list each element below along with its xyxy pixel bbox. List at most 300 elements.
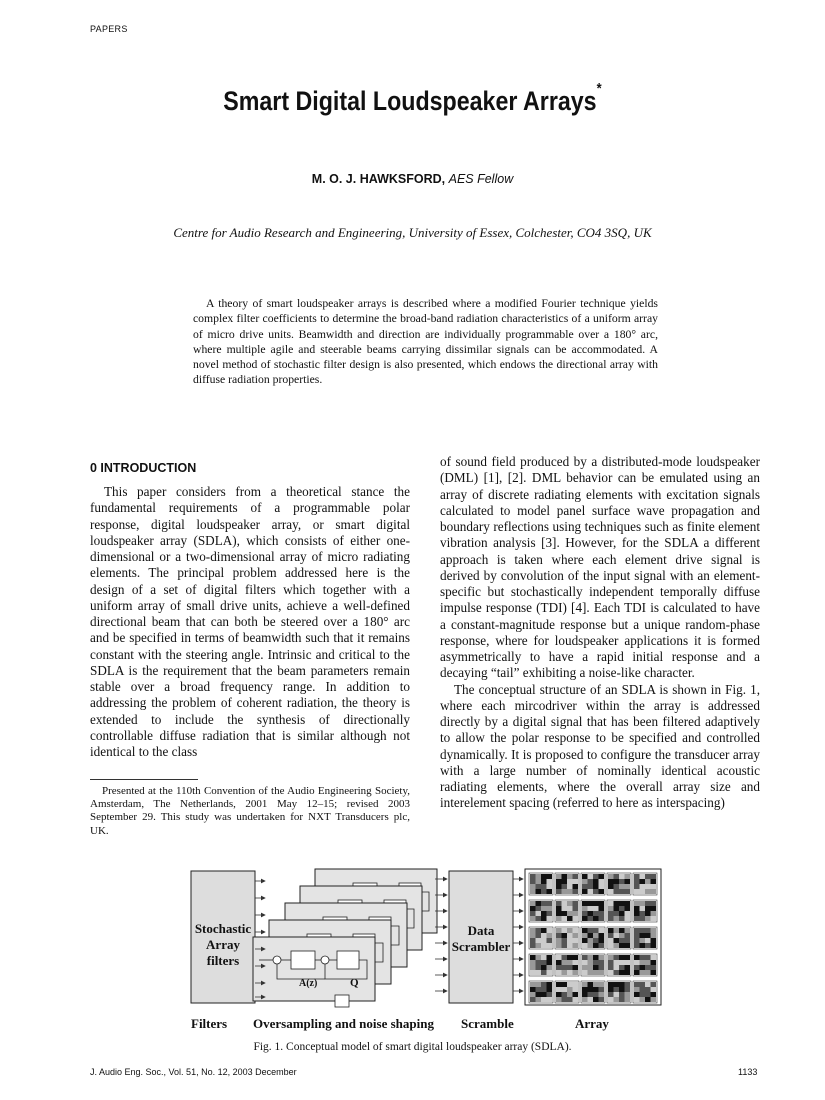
array-pixel	[651, 889, 657, 894]
array-pixel	[536, 884, 542, 889]
array-pixel	[567, 933, 573, 938]
array-pixel	[645, 901, 651, 906]
array-pixel	[541, 987, 547, 992]
array-pixel	[634, 943, 640, 948]
array-pixel	[640, 879, 646, 884]
footnote-rule	[90, 779, 198, 780]
array-pixel	[619, 943, 625, 948]
array-pixel	[573, 992, 579, 997]
array-pixel	[582, 911, 588, 916]
array-pixel	[547, 938, 553, 943]
label-oversampling: Oversampling and noise shaping	[253, 1016, 434, 1031]
array-pixel	[608, 916, 614, 921]
array-pixel	[640, 943, 646, 948]
array-pixel	[530, 889, 536, 894]
array-pixel	[547, 992, 553, 997]
array-pixel	[619, 982, 625, 987]
scrambler-line: Data	[467, 923, 495, 938]
array-pixel	[625, 884, 631, 889]
array-pixel	[573, 901, 579, 906]
array-pixel	[634, 997, 640, 1002]
delay-block	[335, 995, 349, 1007]
array-pixel	[640, 997, 646, 1002]
array-pixel	[567, 884, 573, 889]
array-pixel	[634, 960, 640, 965]
array-pixel	[599, 933, 605, 938]
array-pixel	[640, 960, 646, 965]
title-text: Smart Digital Loudspeaker Arrays	[223, 86, 597, 116]
array-pixel	[556, 938, 562, 943]
array-pixel	[547, 970, 553, 975]
array-pixel	[593, 874, 599, 879]
array-pixel	[536, 965, 542, 970]
scrambler-line: Scrambler	[451, 939, 511, 954]
array-pixel	[645, 933, 651, 938]
array-pixel	[573, 982, 579, 987]
array-pixel	[530, 928, 536, 933]
right-column	[440, 454, 760, 812]
array-pixel	[582, 982, 588, 987]
array-pixel	[562, 982, 568, 987]
array-pixel	[634, 955, 640, 960]
array-pixel	[625, 916, 631, 921]
array-pixel	[608, 879, 614, 884]
array-pixel	[541, 889, 547, 894]
array-pixel	[530, 997, 536, 1002]
array-pixel	[573, 987, 579, 992]
array-pixel	[614, 960, 620, 965]
array-pixel	[567, 943, 573, 948]
array-pixel	[619, 884, 625, 889]
array-pixel	[593, 916, 599, 921]
array-pixel	[536, 970, 542, 975]
array-pixel	[562, 965, 568, 970]
array-pixel	[541, 938, 547, 943]
array-pixel	[547, 928, 553, 933]
array-pixel	[556, 874, 562, 879]
array-pixel	[567, 879, 573, 884]
array-pixel	[541, 916, 547, 921]
array-pixel	[599, 938, 605, 943]
array-pixel	[582, 874, 588, 879]
array-pixel	[541, 933, 547, 938]
q-block-label: Q	[350, 977, 359, 989]
array-pixel	[625, 906, 631, 911]
array-pixel	[530, 992, 536, 997]
array-pixel	[530, 933, 536, 938]
array-pixel	[588, 992, 594, 997]
array-pixel	[582, 992, 588, 997]
array-pixel	[634, 933, 640, 938]
array-pixel	[645, 955, 651, 960]
array-pixel	[541, 982, 547, 987]
figure-caption: Fig. 1. Conceptual model of smart digital loudspeaker array (SDLA).	[253, 1041, 572, 1053]
array-pixel	[614, 987, 620, 992]
array-pixel	[593, 943, 599, 948]
array-pixel	[640, 970, 646, 975]
array-pixel	[582, 970, 588, 975]
array-pixel	[556, 960, 562, 965]
array-pixel	[619, 965, 625, 970]
array-pixel	[625, 938, 631, 943]
array-pixel	[573, 970, 579, 975]
author-line	[0, 172, 825, 186]
array-pixel	[619, 992, 625, 997]
array-pixel	[547, 987, 553, 992]
array-pixel	[593, 889, 599, 894]
array-pixel	[588, 889, 594, 894]
array-pixel	[562, 933, 568, 938]
array-pixel	[562, 916, 568, 921]
array-pixel	[651, 982, 657, 987]
array-pixel	[562, 970, 568, 975]
array-pixel	[536, 879, 542, 884]
array-pixel	[573, 906, 579, 911]
array-pixel	[562, 901, 568, 906]
array-pixel	[567, 901, 573, 906]
array-pixel	[619, 928, 625, 933]
array-pixel	[625, 928, 631, 933]
running-head: PAPERS	[90, 24, 128, 34]
array-pixel	[562, 960, 568, 965]
array-pixel	[541, 879, 547, 884]
footnote: Presented at the 110th Convention of the Audio Engineering Society, Amsterdam, The Netherlands, 2001 May 12–15; revised 2003 September 29. This study was undertaken for NXT Transducers plc, UK.	[90, 785, 410, 837]
array-pixel	[593, 933, 599, 938]
array-pixel	[536, 901, 542, 906]
array-pixel	[599, 874, 605, 879]
array-pixel	[625, 943, 631, 948]
array-pixel	[593, 987, 599, 992]
array-pixel	[556, 955, 562, 960]
array-pixel	[547, 916, 553, 921]
array-pixel	[651, 955, 657, 960]
array-pixel	[588, 943, 594, 948]
array-pixel	[619, 960, 625, 965]
array-pixel	[640, 884, 646, 889]
array-pixel	[599, 879, 605, 884]
array-pixel	[645, 889, 651, 894]
array-pixel	[634, 906, 640, 911]
array-pixel	[582, 955, 588, 960]
left-column	[90, 484, 410, 760]
array-pixel	[645, 874, 651, 879]
array-pixel	[530, 938, 536, 943]
array-pixel	[536, 889, 542, 894]
array-pixel	[536, 906, 542, 911]
array-pixel	[582, 916, 588, 921]
array-pixel	[562, 992, 568, 997]
array-pixel	[582, 906, 588, 911]
array-pixel	[640, 992, 646, 997]
array-pixel	[625, 911, 631, 916]
panel-summer	[273, 956, 281, 964]
array-pixel	[562, 889, 568, 894]
array-pixel	[588, 965, 594, 970]
array-pixel	[573, 884, 579, 889]
array-pixel	[582, 943, 588, 948]
body-paragraph: The conceptual structure of an SDLA is shown in Fig. 1, where each mircodriver within the array is addressed directly by a digital signal that has been filtered adaptively to allow the polar response to be specified and controlled dynamically. It is proposed to configure the transducer array with a large number of nominally identical acoustic radiating elements, where the overall array size and interelement spacing (referred to here as interspacing)	[440, 681, 760, 811]
label-scramble: Scramble	[461, 1016, 514, 1031]
array-pixel	[608, 955, 614, 960]
array-pixel	[645, 965, 651, 970]
array-pixel	[625, 955, 631, 960]
array-pixel	[614, 965, 620, 970]
array-pixel	[608, 982, 614, 987]
array-pixel	[608, 960, 614, 965]
body-paragraph: of sound field produced by a distributed-mode loudspeaker (DML) [1], [2]. DML behavior can be emulated using an array of discrete radiating elements with excitation signals calculated to model panel surface wave propagation and boundary reflections using techniques such as finite element vibration analysis [3]. However, for the SDLA a different approach is taken where each element drive signal is derived by convolution of the input signal with an element-specific but stochastically independent temporally diffuse impulse response (TDI) [4]. Each TDI is calculated to have a constant-magnitude response but a unique random-phase response, where for loudspeaker applications it is formed asymmetrically to have a rapid initial response and a decaying “tail” exhibiting a noise-like character.	[440, 454, 760, 681]
array-pixel	[582, 879, 588, 884]
array-pixel	[625, 987, 631, 992]
array-pixel	[645, 987, 651, 992]
array-pixel	[608, 938, 614, 943]
array-pixel	[634, 965, 640, 970]
array-pixel	[556, 992, 562, 997]
array-pixel	[634, 970, 640, 975]
array-pixel	[567, 987, 573, 992]
array-pixel	[562, 943, 568, 948]
array-pixel	[547, 965, 553, 970]
array-pixel	[556, 933, 562, 938]
array-pixel	[536, 960, 542, 965]
array-pixel	[625, 982, 631, 987]
array-pixel	[588, 879, 594, 884]
array-pixel	[573, 943, 579, 948]
array-pixel	[588, 987, 594, 992]
array-pixel	[556, 965, 562, 970]
array-pixel	[614, 938, 620, 943]
array-pixel	[536, 982, 542, 987]
array-pixel	[582, 960, 588, 965]
array-pixel	[573, 933, 579, 938]
array-pixel	[608, 987, 614, 992]
array-pixel	[640, 906, 646, 911]
array-pixel	[573, 955, 579, 960]
paper-title	[58, 80, 768, 117]
array-pixel	[530, 901, 536, 906]
array-pixel	[536, 928, 542, 933]
array-pixel	[588, 938, 594, 943]
array-pixel	[530, 982, 536, 987]
array-pixel	[562, 955, 568, 960]
array-pixel	[640, 933, 646, 938]
array-pixel	[645, 997, 651, 1002]
array-pixel	[634, 874, 640, 879]
array-pixel	[614, 879, 620, 884]
array-pixel	[556, 943, 562, 948]
array-pixel	[651, 901, 657, 906]
array-pixel	[645, 992, 651, 997]
array-pixel	[640, 987, 646, 992]
array-pixel	[599, 960, 605, 965]
array-pixel	[593, 997, 599, 1002]
array-pixel	[556, 889, 562, 894]
array-pixel	[556, 987, 562, 992]
array-pixel	[582, 884, 588, 889]
array-pixel	[651, 916, 657, 921]
array-pixel	[593, 906, 599, 911]
array-pixel	[556, 879, 562, 884]
array-pixel	[547, 879, 553, 884]
author-name: M. O. J. HAWKSFORD,	[311, 172, 446, 186]
array-pixel	[567, 938, 573, 943]
array-pixel	[634, 884, 640, 889]
array-pixel	[634, 928, 640, 933]
body-paragraph: This paper considers from a theoretical stance the fundamental requirements of a programmable polar response, digital loudspeaker array, or smart digital loudspeaker array (SDLA), which consists of either one-dimensional or a two-dimensional array of micro radiating elements. The principal problem addressed here is the design of a set of digital filters which together with a uniform array of small drive units, achieve a well-defined directional beam that can both be steered over a 180° arc and be specified in terms of beamwidth such that it remains constant with the steering angle. Intrinsic and critical to the SDLA is the requirement that the beam parameters remain stable over a broad frequency range. In addition to addressing the problem of coherent radiation, the theory is extended to include the synthesis of directionally controllable diffuse radiation that is similar although not identical to the class	[90, 484, 410, 759]
affiliation: Centre for Audio Research and Engineering, University of Essex, Colchester, CO4 3SQ, UK	[173, 225, 652, 240]
array-pixel	[588, 997, 594, 1002]
array-pixel	[651, 938, 657, 943]
array-pixel	[562, 884, 568, 889]
array-pixel	[573, 965, 579, 970]
section-heading: 0 INTRODUCTION	[90, 461, 197, 475]
array-pixel	[588, 884, 594, 889]
array-pixel	[651, 879, 657, 884]
array-pixel	[530, 960, 536, 965]
array-pixel	[562, 938, 568, 943]
array-pixel	[625, 965, 631, 970]
array-pixel	[582, 938, 588, 943]
array-pixel	[547, 955, 553, 960]
array-pixel	[640, 982, 646, 987]
array-pixel	[530, 911, 536, 916]
array-pixel	[536, 911, 542, 916]
array-pixel	[530, 970, 536, 975]
array-pixel	[573, 874, 579, 879]
array-pixel	[593, 982, 599, 987]
array-pixel	[634, 889, 640, 894]
footer-journal: J. Audio Eng. Soc., Vol. 51, No. 12, 2003 December	[90, 1067, 297, 1077]
array-pixel	[645, 960, 651, 965]
array-pixel	[588, 874, 594, 879]
array-pixel	[541, 911, 547, 916]
title-footnote-marker: *	[596, 80, 602, 97]
array-pixel	[547, 960, 553, 965]
array-pixel	[614, 933, 620, 938]
array-pixel	[614, 884, 620, 889]
array-pixel	[556, 997, 562, 1002]
array-pixel	[640, 955, 646, 960]
array-pixel	[547, 889, 553, 894]
array-pixel	[588, 916, 594, 921]
array-pixel	[645, 916, 651, 921]
array-pixel	[541, 997, 547, 1002]
array-pixel	[567, 992, 573, 997]
array-pixel	[562, 879, 568, 884]
array-pixel	[625, 879, 631, 884]
array-pixel	[619, 916, 625, 921]
array-pixel	[588, 928, 594, 933]
array-pixel	[530, 874, 536, 879]
array-pixel	[608, 906, 614, 911]
array-pixel	[547, 911, 553, 916]
array-pixel	[530, 965, 536, 970]
array-pixel	[645, 884, 651, 889]
array-pixel	[567, 955, 573, 960]
array-pixel	[588, 901, 594, 906]
array-pixel	[640, 874, 646, 879]
array-pixel	[556, 928, 562, 933]
array-pixel	[651, 992, 657, 997]
array-pixel	[634, 992, 640, 997]
array-pixel	[582, 933, 588, 938]
array-pixel	[619, 889, 625, 894]
array-pixel	[593, 992, 599, 997]
array-pixel	[588, 982, 594, 987]
array-pixel	[614, 916, 620, 921]
array-pixel	[599, 901, 605, 906]
array-pixel	[567, 906, 573, 911]
stochastic-filters-label	[191, 921, 255, 969]
array-pixel	[599, 906, 605, 911]
array-pixel	[640, 911, 646, 916]
array-pixel	[588, 955, 594, 960]
array-pixel	[645, 938, 651, 943]
array-pixel	[651, 943, 657, 948]
array-pixel	[625, 970, 631, 975]
array-pixel	[530, 916, 536, 921]
array-pixel	[582, 889, 588, 894]
array-pixel	[536, 933, 542, 938]
array-pixel	[593, 901, 599, 906]
array-pixel	[541, 965, 547, 970]
stochastic-line: filters	[206, 953, 240, 968]
array-pixel	[614, 943, 620, 948]
array-pixel	[530, 955, 536, 960]
array-pixel	[541, 906, 547, 911]
array-pixel	[593, 938, 599, 943]
array-pixel	[556, 982, 562, 987]
array-pixel	[599, 916, 605, 921]
array-pixel	[567, 874, 573, 879]
array-pixel	[593, 955, 599, 960]
array-pixel	[573, 911, 579, 916]
array-pixel	[588, 933, 594, 938]
array-pixel	[593, 884, 599, 889]
array-pixel	[547, 943, 553, 948]
array-pixel	[619, 911, 625, 916]
array-pixel	[573, 879, 579, 884]
array-pixel	[645, 906, 651, 911]
array-pixel	[582, 997, 588, 1002]
array-pixel	[582, 965, 588, 970]
array-pixel	[625, 992, 631, 997]
array-pixel	[625, 889, 631, 894]
footer-page-number: 1133	[738, 1067, 758, 1077]
array-pixel	[562, 997, 568, 1002]
array-pixel	[599, 970, 605, 975]
array-pixel	[573, 997, 579, 1002]
array-pixel	[614, 970, 620, 975]
array-pixel	[541, 960, 547, 965]
array-pixel	[541, 970, 547, 975]
array-pixel	[588, 906, 594, 911]
array-pixel	[541, 943, 547, 948]
array-pixel	[567, 997, 573, 1002]
array-pixel	[645, 879, 651, 884]
array-pixel	[588, 960, 594, 965]
array-pixel	[614, 997, 620, 1002]
array-pixel	[608, 970, 614, 975]
array-pixel	[588, 970, 594, 975]
array-pixel	[547, 997, 553, 1002]
array-pixel	[547, 933, 553, 938]
array-pixel	[530, 987, 536, 992]
array-pixel	[651, 874, 657, 879]
array-pixel	[530, 879, 536, 884]
array-pixel	[530, 884, 536, 889]
array-pixel	[614, 911, 620, 916]
array-pixel	[608, 933, 614, 938]
